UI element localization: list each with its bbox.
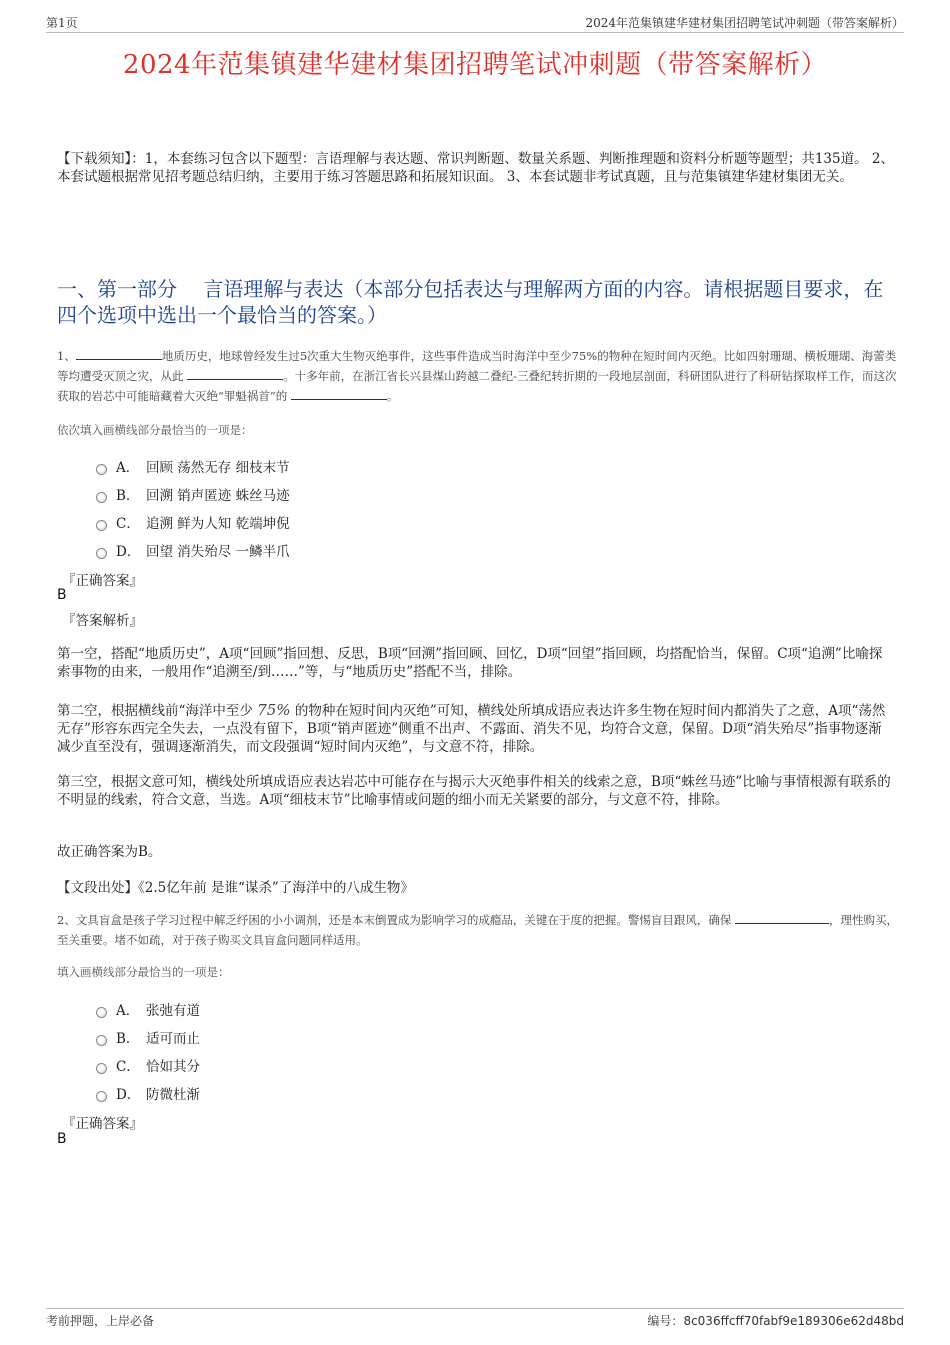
- option-a[interactable]: A． 回顾 荡然无存 细枝末节: [96, 452, 290, 480]
- radio-icon[interactable]: [96, 464, 107, 475]
- radio-icon[interactable]: [96, 1063, 107, 1074]
- correct-answer: B: [57, 587, 67, 603]
- radio-icon[interactable]: [96, 520, 107, 531]
- option-b[interactable]: B． 适可而止: [96, 1023, 200, 1051]
- analysis-paragraph-1: 第一空，搭配“地质历史”，A项“回顾”指回想、反思，B项“回溯”指回顾、回忆，D项“回望”指回顾，均搭配恰当，保留。C项“追溯”比喻探索事物的由来，一般用作“追溯至/到……”等，与“地质历史”搭配不当，排除。: [57, 646, 883, 680]
- analysis-label: 『答案解析』: [62, 613, 143, 629]
- correct-answer: B: [57, 1131, 67, 1147]
- question-1-options: [96, 452, 290, 564]
- analysis-paragraph-2: 第二空，根据横线前“海洋中至少 75% 的物种在短时间内灭绝”可知，横线处所填成语应表达许多生物在短时间内都消失了之意，A项“荡然无存”形容东西完全失去，一点没有留下，B项“销声匿迹”侧重不出声、不露面、消失不见，均符合文意，保留。D项“消失殆尽”指事物逐渐减少直至没有，强调逐渐消失，而文段强调“短时间内灭绝”，与文意不符，排除。: [57, 701, 886, 755]
- radio-icon[interactable]: [96, 492, 107, 503]
- correct-answer-label: 『正确答案』: [62, 573, 143, 589]
- document-code: 编号：8c036ffcff70fabf9e189306e62d48bd: [647, 1314, 904, 1328]
- header-doc-title: 2024年范集镇建华建材集团招聘笔试冲刺题（带答案解析）: [585, 16, 904, 30]
- section-heading: 一、第一部分 言语理解与表达（本部分包括表达与理解两方面的内容。请根据题目要求，在四个选项中选出一个最恰当的答案。）: [57, 277, 884, 327]
- page-header: [46, 14, 904, 33]
- question-1-stem: 1、 地质历史，地球曾经发生过5次重大生物灭绝事件，这些事件造成当时海洋中至少75%的物种在短时间内灭绝。比如四射珊瑚、横板珊瑚、海蕾类等均遭受灭顶之灾，从此 。十多年前，在浙江省长兴县煤山跨越二叠纪-三叠纪转折期的一段地层剖面，科研团队进行了科研钻探取样工作，而这次获取的岩芯中可能暗藏着大灭绝“罪魁祸首”的 。: [57, 349, 897, 403]
- option-c[interactable]: C． 追溯 鲜为人知 乾端坤倪: [96, 508, 290, 536]
- radio-icon[interactable]: [96, 1091, 107, 1102]
- blank-1: [735, 911, 829, 924]
- blank-1: [76, 347, 162, 360]
- question-1-prompt: 依次填入画横线部分最恰当的一项是：: [57, 423, 253, 437]
- download-notice: 【下载须知】：1，本套练习包含以下题型：言语理解与表达题、常识判断题、数量关系题、判断推理题和资料分析题等题型；共135道。 2、本套试题根据常见招考题总结归纳，主要用于练习答题思路和拓展知识面。 3、本套试题非考试真题，且与范集镇建华建材集团无关。: [57, 151, 894, 185]
- option-b[interactable]: B． 回溯 销声匿迹 蛛丝马迹: [96, 480, 290, 508]
- option-a[interactable]: A． 张弛有道: [96, 995, 200, 1023]
- blank-3: [291, 387, 387, 400]
- option-d[interactable]: D． 防微杜渐: [96, 1079, 200, 1107]
- radio-icon[interactable]: [96, 1007, 107, 1018]
- correct-answer-label: 『正确答案』: [62, 1116, 143, 1132]
- conclusion: 故正确答案为B。: [57, 844, 162, 860]
- question-number: 1、: [57, 349, 76, 363]
- option-c[interactable]: C． 恰如其分: [96, 1051, 200, 1079]
- question-2-stem: 2、文具盲盒是孩子学习过程中解乏纾困的小小调剂，还是本末倒置成为影响学习的成瘾品，关键在于度的把握。警惕盲目跟风，确保 ，理性购买，至关重要。堵不如疏，对于孩子购买文具盲盒问题同样适用。: [57, 913, 898, 947]
- question-number: 2、: [57, 913, 76, 927]
- analysis-paragraph-3: 第三空，根据文意可知，横线处所填成语应表达岩芯中可能存在与揭示大灭绝事件相关的线索之意，B项“蛛丝马迹”比喻与事情根源有联系的不明显的线索，符合文意，当选。A项“细枝末节”比喻事情或问题的细小而无关紧要的部分，与文意不符，排除。: [57, 774, 891, 808]
- radio-icon[interactable]: [96, 1035, 107, 1046]
- question-2-prompt: 填入画横线部分最恰当的一项是：: [57, 965, 230, 979]
- blank-2: [187, 367, 283, 380]
- page-title: 2024年范集镇建华建材集团招聘笔试冲刺题（带答案解析）: [122, 50, 828, 80]
- option-d[interactable]: D． 回望 消失殆尽 一鳞半爪: [96, 536, 290, 564]
- page-number: 第1页: [46, 16, 78, 30]
- page-footer: [46, 1308, 904, 1328]
- footer-slogan: 考前押题，上岸必备: [46, 1314, 155, 1328]
- question-2-options: [96, 995, 200, 1107]
- passage-source: 【文段出处】《2.5亿年前 是谁“谋杀”了海洋中的八成生物》: [57, 880, 414, 896]
- radio-icon[interactable]: [96, 548, 107, 559]
